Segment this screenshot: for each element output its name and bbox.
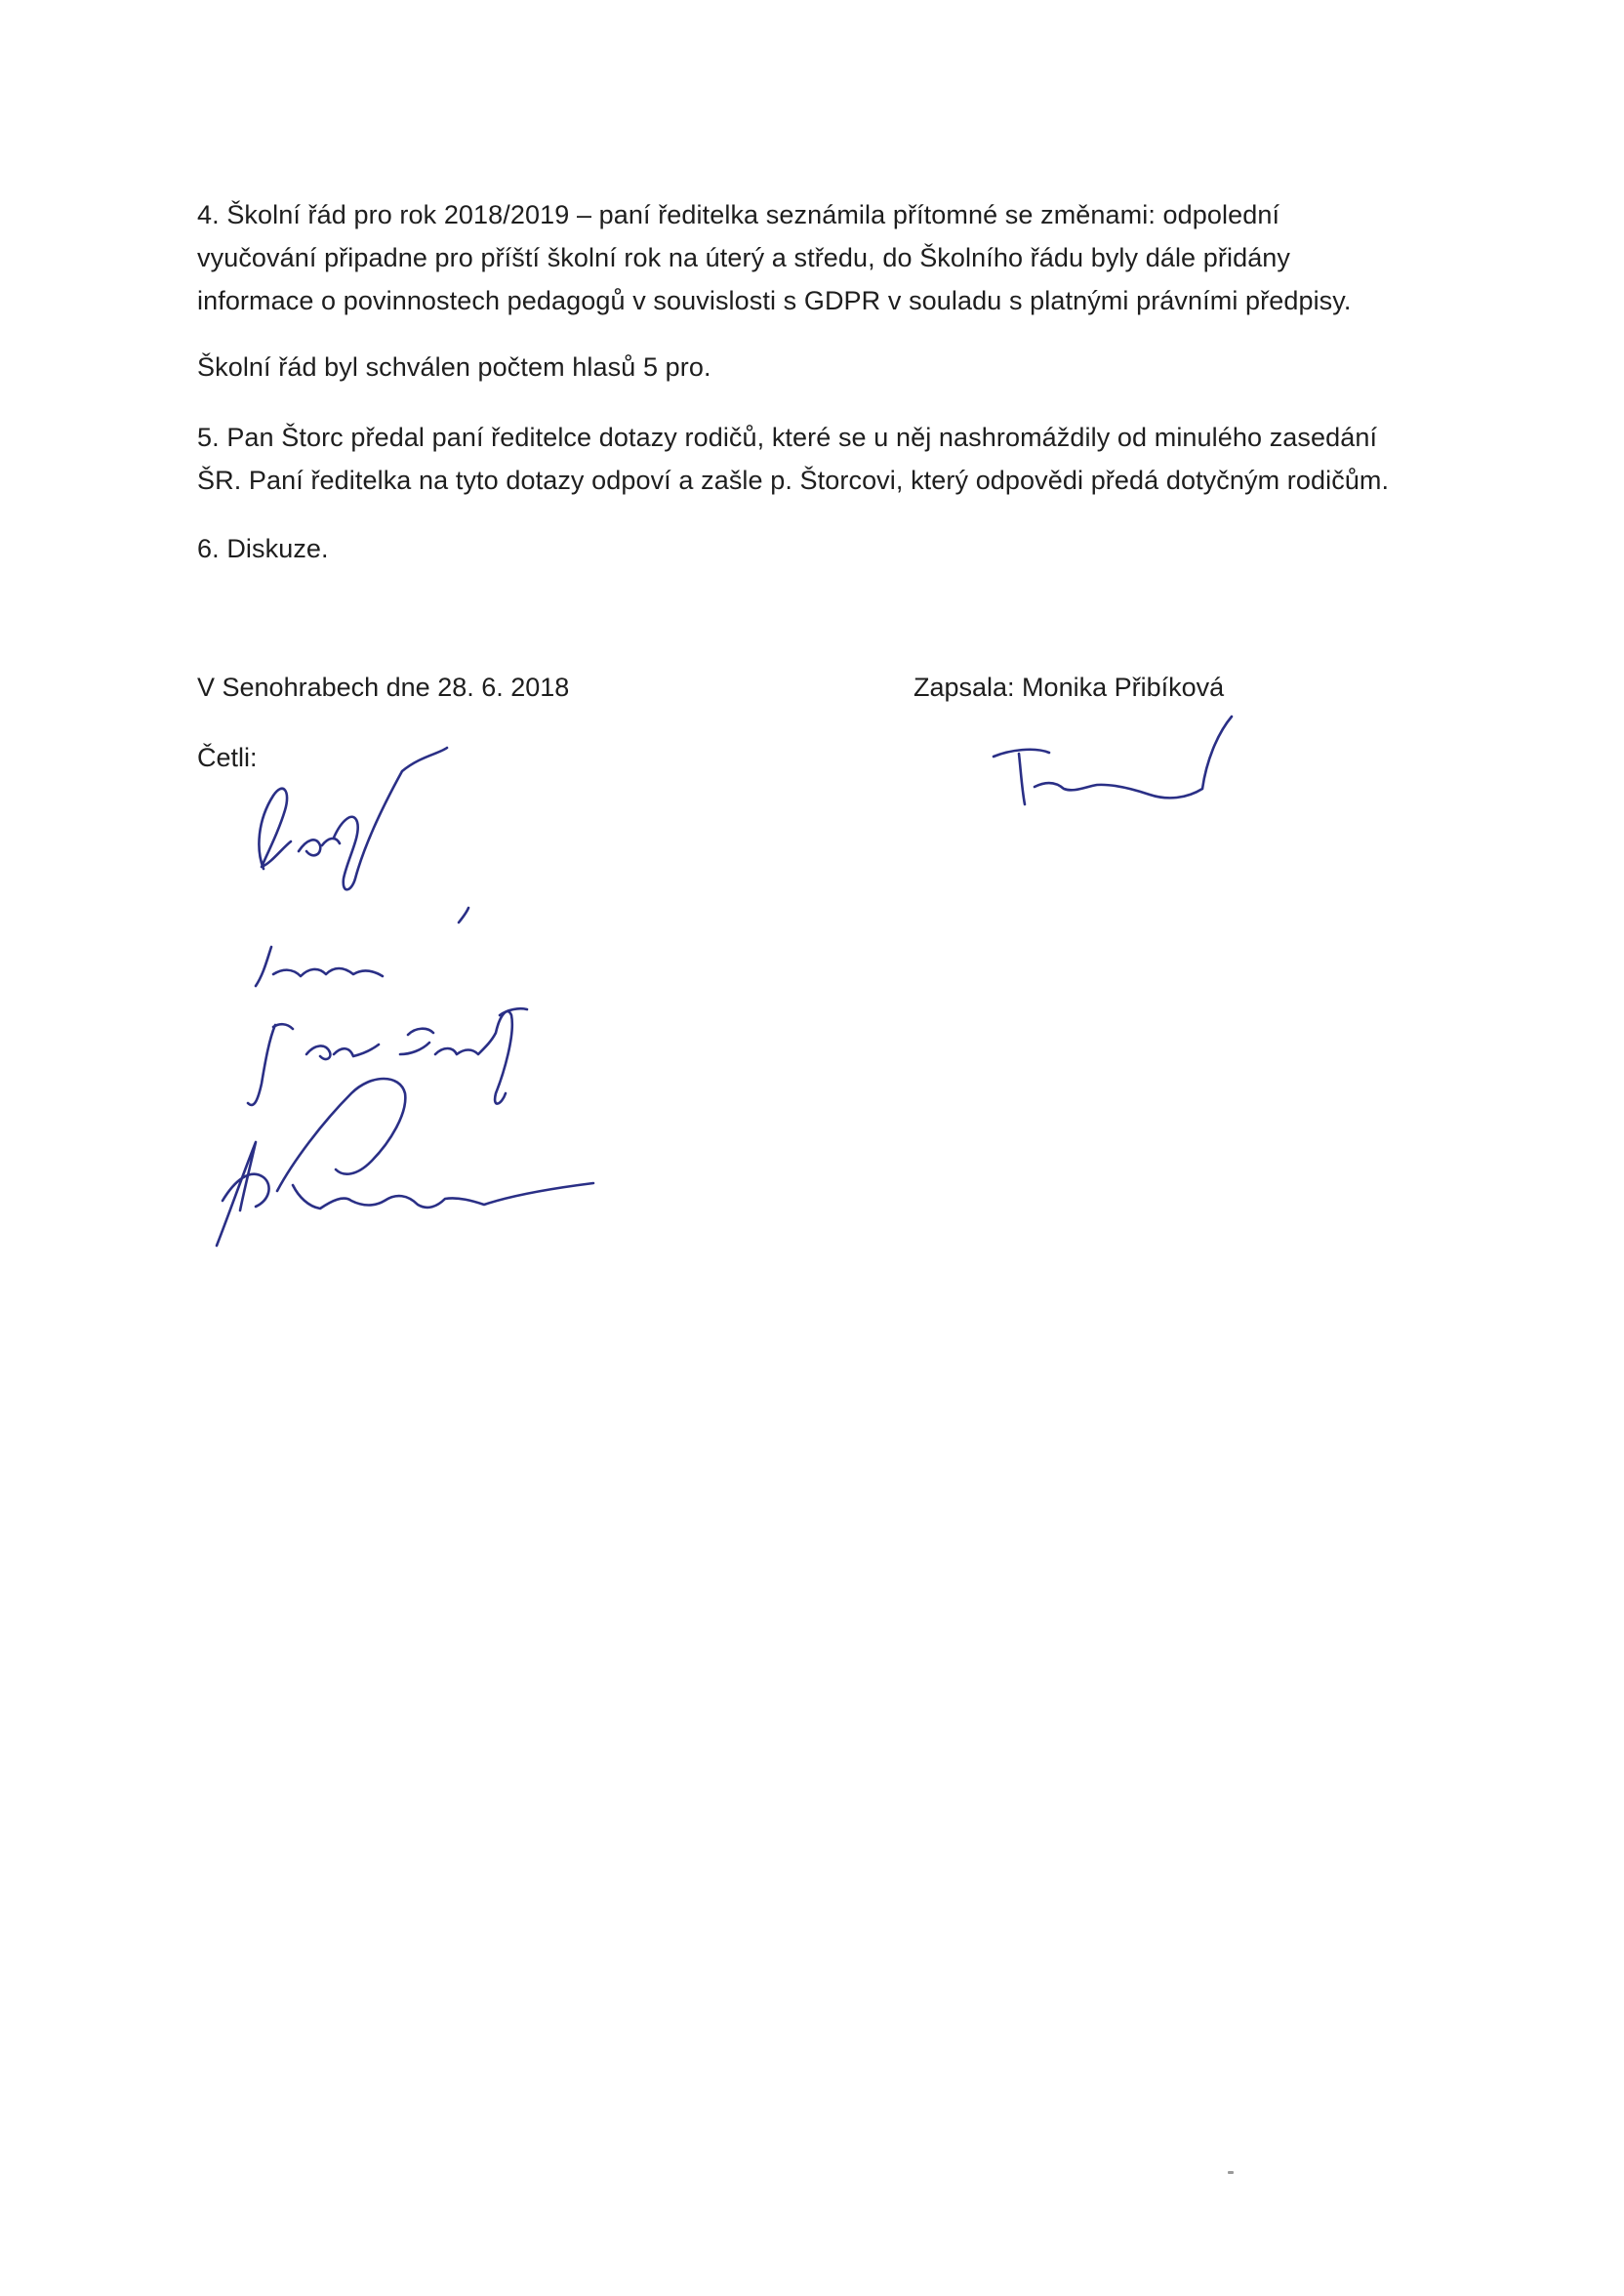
scan-speck [1228,2171,1234,2174]
item-5-line-1: 5. Pan Štorc předal paní ředitelce dotazy rodičů, které se u něj nashromáždily od minulého zasedání [197,423,1378,452]
recorder-signature [994,717,1232,804]
vote-result-paragraph [197,346,1446,389]
item-5-line-2: ŠR. Paní ředitelka na tyto dotazy odpoví a zašle p. Štorcovi, který odpovědi předá dotyčným rodičům. [197,466,1390,495]
item-4-paragraph [197,193,1446,322]
item-6-paragraph [197,527,1446,570]
signature-2 [256,908,468,986]
item-5-paragraph [197,416,1446,502]
vote-result-text: Školní řád byl schválen počtem hlasů 5 pro. [197,352,711,382]
item-4-line-2: vyučování připadne pro příští školní rok na úterý a středu, do Školního řádu byly dále přidány [197,243,1291,272]
item-6-text: 6. Diskuze. [197,534,329,563]
signature-3 [248,1008,527,1105]
item-4-line-1: 4. Školní řád pro rok 2018/2019 – paní ředitelka seznámila přítomné se změnami: odpolední [197,200,1280,229]
item-4-line-3: informace o povinnostech pedagogů v souvislosti s GDPR v souladu s platnými právními předpisy. [197,286,1352,315]
read-by-label: Četli: [197,743,258,772]
signature-1 [259,748,447,889]
recorded-by: Zapsala: Monika Přibíková [914,673,1225,702]
signature-4 [217,1079,593,1246]
place-and-date: V Senohrabech dne 28. 6. 2018 [197,673,570,702]
